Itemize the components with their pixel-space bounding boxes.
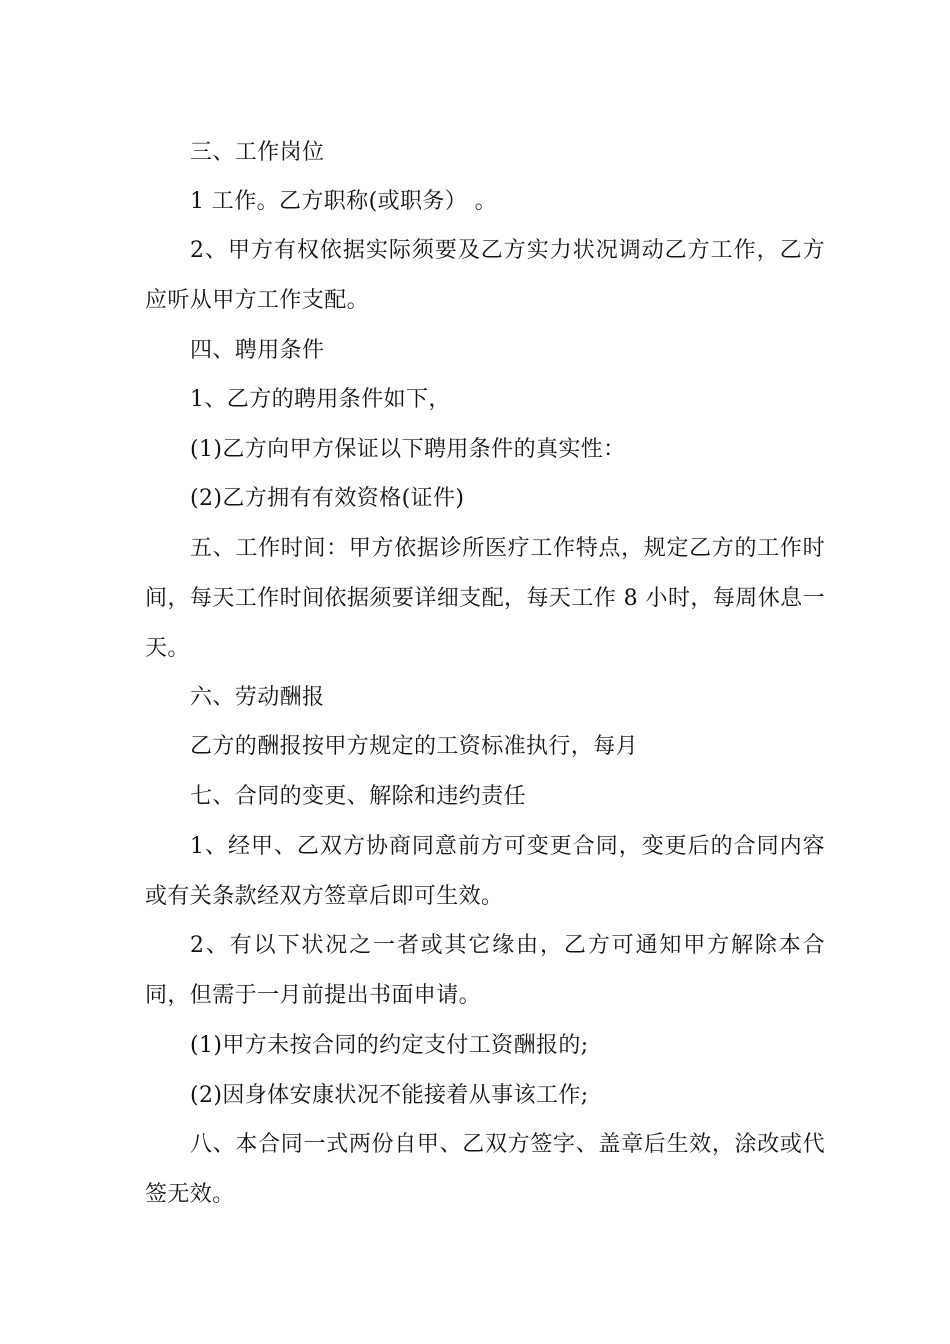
clause-3-2: 2、甲方有权依据实际须要及乙方实力状况调动乙方工作，乙方应听从甲方工作支配。 (145, 238, 825, 313)
clause-3-1: 1 工作。乙方职称(或职务） 。 (190, 189, 497, 214)
clause-7-2-2: (2)因身体安康状况不能接着从事该工作; (190, 1083, 589, 1108)
section-heading-4: 四、聘用条件 (190, 338, 325, 363)
clause-4-1-2: (2)乙方拥有有效资格(证件) (190, 486, 465, 511)
section-5-working-hours: 五、工作时间：甲方依据诊所医疗工作特点，规定乙方的工作时间，每天工作时间依据须要详细支配，每天工作 8 小时，每周休息一天。 (145, 536, 825, 661)
clause-4-1-1: (1)乙方向甲方保证以下聘用条件的真实性： (190, 437, 626, 462)
section-heading-6: 六、劳动酬报 (190, 685, 325, 710)
section-heading-3: 三、工作岗位 (190, 140, 325, 165)
clause-4-1: 1、乙方的聘用条件如下， (190, 387, 451, 412)
clause-7-2: 2、有以下状况之一者或其它缘由，乙方可通知甲方解除本合同，但需于一月前提出书面申请。 (145, 933, 825, 1008)
clause-6-pay: 乙方的酬报按甲方规定的工资标准执行，每月 (190, 734, 639, 759)
clause-7-2-1: (1)甲方未按合同的约定支付工资酬报的; (190, 1033, 589, 1058)
clause-7-1: 1、经甲、乙双方协商同意前方可变更合同，变更后的合同内容或有关条款经双方签章后即可生效。 (145, 834, 825, 909)
section-8-copies: 八、本合同一式两份自甲、乙双方签字、盖章后生效，涂改或代签无效。 (145, 1132, 825, 1207)
section-heading-7: 七、合同的变更、解除和违约责任 (190, 784, 527, 809)
